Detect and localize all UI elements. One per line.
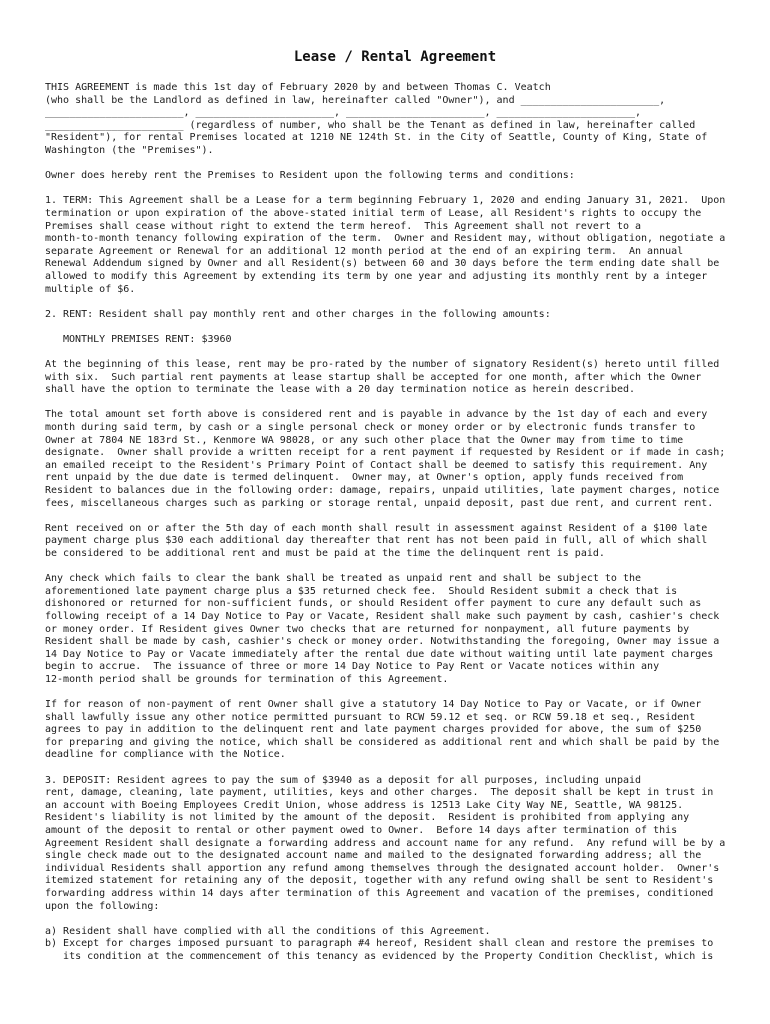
text-line: At the beginning of this lease, rent may be pro-rated by the number of signatory Resident(s) hereto until filled bbox=[45, 359, 720, 371]
text-line: 14 Day Notice to Pay or Vacate immediately after the rental due date without waiting until late payment charges bbox=[45, 648, 714, 660]
text-line: or money order. If Resident gives Owner two checks that are returned for nonpayment, all future payments by bbox=[45, 623, 690, 635]
late-charge-paragraph bbox=[45, 523, 745, 561]
lease-document bbox=[45, 0, 745, 964]
text-line: Owner at 7804 NE 183rd St., Kenmore WA 98028, or any such other place that the Owner may from time to time bbox=[45, 434, 684, 446]
text-line: an emailed receipt to the Resident's Primary Point of Contact shall be deemed to satisfy this requirement. Any bbox=[45, 459, 708, 471]
text-line: single check made out to the designated account name and mailed to the designated forwarding address; all the bbox=[45, 850, 702, 862]
payment-paragraph bbox=[45, 409, 745, 510]
text-line: Agreement Resident shall designate a forwarding address and account name for any refund. Any refund will be by a bbox=[45, 837, 726, 849]
text-line: agrees to pay in addition to the delinquent rent and late payment charges provided for above, the sum of $250 bbox=[45, 724, 702, 736]
text-line: 12-month period shall be grounds for termination of this Agreement. bbox=[45, 673, 449, 685]
text-line: fees, miscellaneous charges such as parking or storage rental, unpaid deposit, past due rent, and current rent. bbox=[45, 497, 714, 509]
text-line: The total amount set forth above is considered rent and is payable in advance by the 1st day of each and every bbox=[45, 409, 708, 421]
check-paragraph bbox=[45, 573, 745, 686]
deposit-conditions-list bbox=[45, 926, 745, 964]
text-line: 3. DEPOSIT: Resident agrees to pay the sum of $3940 as a deposit for all purposes, including unpaid bbox=[45, 774, 642, 786]
deposit-clause bbox=[45, 775, 745, 914]
text-line: MONTHLY PREMISES RENT: $3960 bbox=[63, 333, 232, 345]
intro-terms bbox=[45, 170, 745, 183]
text-line: Renewal Addendum signed by Owner and all Resident(s) between 60 and 30 days before the term ending date shall be bbox=[45, 258, 720, 270]
text-line: 2. RENT: Resident shall pay monthly rent and other charges in the following amounts: bbox=[45, 308, 551, 320]
preamble bbox=[45, 82, 745, 158]
text-line: shall lawfully issue any other notice permitted pursuant to RCW 59.12 et seq. or RCW 59.18 et seq., Resident bbox=[45, 711, 696, 723]
notice-paragraph bbox=[45, 699, 745, 762]
text-line: Rent received on or after the 5th day of each month shall result in assessment against Resident of a $100 late bbox=[45, 522, 708, 534]
text-line: individual Residents shall apportion any refund among themselves through the designated account holder. Owner's bbox=[45, 862, 720, 874]
text-line: shall have the option to terminate the lease with a 20 day termination notice as herein described. bbox=[45, 384, 636, 396]
text-line: itemized statement for retaining any of the deposit, together with any refund owing shall be sent to Resident's bbox=[45, 875, 714, 887]
list-item: a) Resident shall have complied with all the conditions of this Agreement. bbox=[45, 925, 491, 937]
text-line: "Resident"), for rental Premises located at 1210 NE 124th St. in the City of Seattle, County of King, State of bbox=[45, 132, 708, 144]
text-line: payment charge plus $30 each additional day thereafter that rent has not been paid in full, all of which shall bbox=[45, 535, 708, 547]
text-line: Resident shall be made by cash, cashier's check or money order. Notwithstanding the foregoing, Owner may issue a bbox=[45, 636, 720, 648]
text-line: following receipt of a 14 Day Notice to Pay or Vacate, Resident shall make such payment by cash, cashier's check bbox=[45, 610, 720, 622]
text-line: upon the following: bbox=[45, 900, 160, 912]
text-line: an account with Boeing Employees Credit Union, whose address is 12513 Lake City Way NE, Seattle, WA 98125. bbox=[45, 799, 684, 811]
document-title: Lease / Rental Agreement bbox=[293, 49, 497, 65]
text-line: allowed to modify this Agreement by extending its term by one year and adjusting its monthly rent by a integer bbox=[45, 270, 708, 282]
text-line: month during said term, by cash or a single personal check or money order or by electronic funds transfer to bbox=[45, 422, 696, 434]
text-line: be considered to be additional rent and must be paid at the time the delinquent rent is paid. bbox=[45, 547, 605, 559]
text-line: forwarding address within 14 days after termination of this Agreement and vacation of the premises, conditioned bbox=[45, 888, 714, 899]
text-line: Resident's liability is not limited by the amount of the deposit. Resident is prohibited from applying any bbox=[45, 812, 690, 824]
text-line: multiple of $6. bbox=[45, 283, 136, 295]
text-line: Any check which fails to clear the bank shall be treated as unpaid rent and shall be subject to the bbox=[45, 573, 642, 585]
document-body bbox=[45, 82, 745, 913]
text-line: dishonored or returned for non-sufficient funds, or should Resident offer payment to cure any default such as bbox=[45, 598, 702, 610]
text-line: _______________________ (regardless of number, who shall be the Tenant as defined in law, hereinafter called bbox=[45, 119, 696, 131]
text-line: termination or upon expiration of the above-stated initial term of Lease, all Resident's rights to occupy the bbox=[45, 207, 702, 219]
text-line: Washington (the "Premises"). bbox=[45, 144, 214, 156]
rent-clause bbox=[45, 309, 745, 322]
monthly-rent bbox=[63, 334, 745, 347]
text-line: with six. Such partial rent payments at lease startup shall be accepted for one month, after which the Owner bbox=[45, 371, 702, 383]
text-line: If for reason of non-payment of rent Owner shall give a statutory 14 Day Notice to Pay or Vacate, or if Owner bbox=[45, 699, 702, 711]
text-line: month-to-month tenancy following expiration of the term. Owner and Resident may, without obligation, negotiate a bbox=[45, 233, 726, 245]
text-line: separate Agreement or Renewal for an additional 12 month period at the end of an expiring term. An annual bbox=[45, 245, 684, 257]
text-line: aforementioned late payment charge plus a $35 returned check fee. Should Resident submit a check that is bbox=[45, 585, 678, 597]
text-line: 1. TERM: This Agreement shall be a Lease for a term beginning February 1, 2020 and ending January 31, 2021. Upon bbox=[45, 195, 726, 207]
text-line: designate. Owner shall provide a written receipt for a rent payment if requested by Resident or if made in cash; bbox=[45, 447, 726, 459]
list-item: its condition at the commencement of this tenancy as evidenced by the Property Condition Checklist, which is bbox=[45, 950, 714, 962]
text-line: THIS AGREEMENT is made this 1st day of February 2020 by and between Thomas C. Veatch bbox=[45, 82, 551, 93]
text-line: for preparing and giving the notice, which shall be considered as additional rent and which shall be paid by the bbox=[45, 736, 720, 748]
text-line: begin to accrue. The issuance of three or more 14 Day Notice to Pay Rent or Vacate notices within any bbox=[45, 661, 660, 673]
text-line: Owner does hereby rent the Premises to Resident upon the following terms and conditions: bbox=[45, 170, 575, 182]
text-line: rent, damage, cleaning, late payment, utilities, keys and other charges. The deposit shall be kept in trust in bbox=[45, 787, 714, 799]
text-line: Premises shall cease without right to extend the term hereof. This Agreement shall not revert to a bbox=[45, 220, 642, 232]
text-line: _______________________, _______________________, _______________________, _______________________, bbox=[45, 107, 642, 119]
text-line: (who shall be the Landlord as defined in law, hereinafter called "Owner"), and _______________________, bbox=[45, 94, 666, 106]
text-line: amount of the deposit to rental or other payment owed to Owner. Before 14 days after termination of this bbox=[45, 825, 678, 837]
prorate-paragraph bbox=[45, 359, 745, 397]
term-clause bbox=[45, 195, 745, 296]
text-line: Resident to balances due in the following order: damage, repairs, unpaid utilities, late payment charges, notice bbox=[45, 485, 720, 496]
text-line: deadline for compliance with the Notice. bbox=[45, 749, 286, 761]
text-line: rent unpaid by the due date is termed delinquent. Owner may, at Owner's option, apply funds received from bbox=[45, 472, 684, 484]
list-item: b) Except for charges imposed pursuant to paragraph #4 hereof, Resident shall clean and restore the premises to bbox=[45, 938, 714, 950]
